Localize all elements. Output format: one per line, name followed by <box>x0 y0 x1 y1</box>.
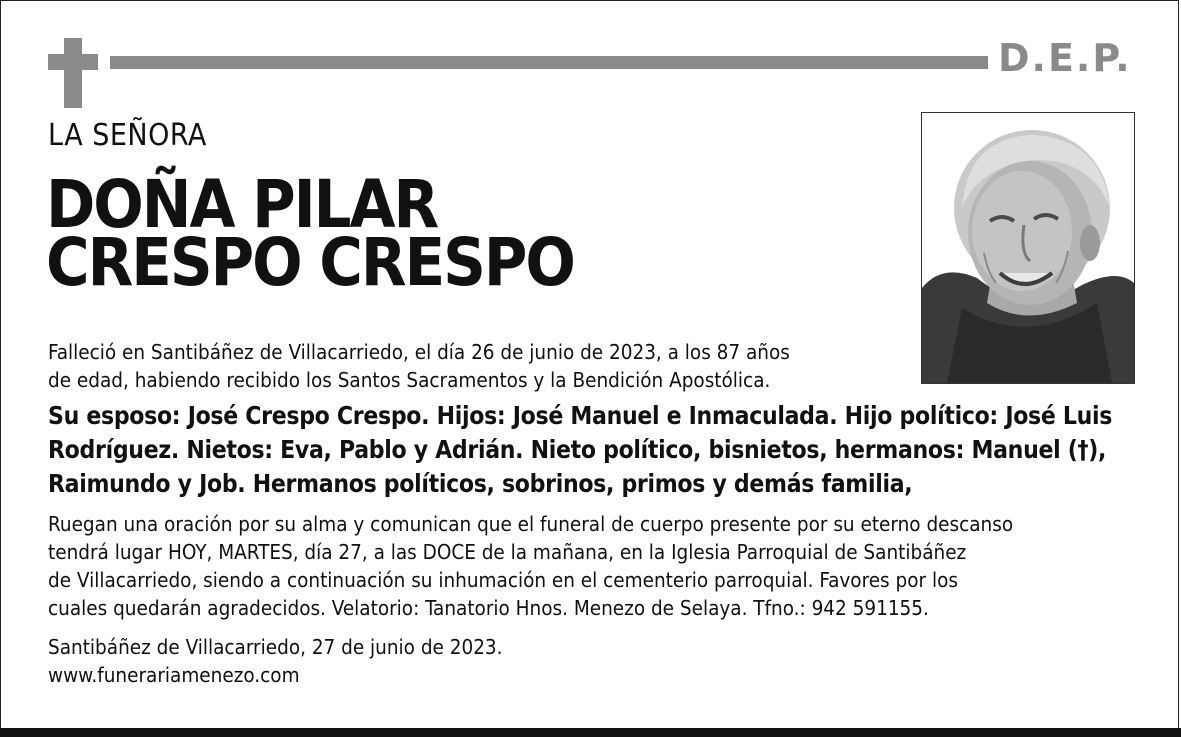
funeral-line: Ruegan una oración por su alma y comunican que el funeral de cuerpo presente por su eterno descanso <box>48 512 1014 536</box>
funeral-line: de Villacarriedo, siendo a continuación su inhumación en el cementerio parroquial. Favores por los <box>48 568 958 592</box>
portrait-photo <box>921 112 1135 384</box>
header-rule <box>110 56 988 69</box>
funeral-line: cuales quedarán agradecidos. Velatorio: Tanatorio Hnos. Menezo de Selaya. Tfno.: 942 591155. <box>48 596 929 620</box>
dep-heading: D.E.P. <box>998 36 1132 80</box>
honorific-prefix: LA SEÑORA <box>48 118 207 153</box>
place-date: Santibáñez de Villacarriedo, 27 de junio de 2023. <box>48 635 503 659</box>
death-line: Falleció en Santibáñez de Villacarriedo, el día 26 de junio de 2023, a los 87 años <box>48 340 790 364</box>
bottom-border <box>0 728 1181 737</box>
deceased-name-line2: CRESPO CRESPO <box>46 224 574 301</box>
family-line: Su esposo: José Crespo Crespo. Hijos: José Manuel e Inmaculada. Hijo político: José Luis <box>48 401 1113 430</box>
website-link[interactable]: www.funerariamenezo.com <box>48 663 300 687</box>
death-line: de edad, habiendo recibido los Santos Sacramentos y la Bendición Apostólica. <box>48 368 771 392</box>
closing-block <box>48 633 503 689</box>
family-list <box>48 399 1112 501</box>
family-line: Raimundo y Job. Hermanos políticos, sobrinos, primos y demás familia, <box>48 469 913 498</box>
deceased-name-line1: DOÑA PILAR <box>46 166 438 243</box>
death-announcement <box>48 338 790 394</box>
family-line: Rodríguez. Nietos: Eva, Pablo y Adrián. Nieto político, bisnietos, hermanos: Manuel (†), <box>48 435 1107 464</box>
funeral-details <box>48 510 1013 622</box>
portrait-illustration <box>922 113 1134 383</box>
funeral-line: tendrá lugar HOY, MARTES, día 27, a las DOCE de la mañana, en la Iglesia Parroquial de Santibáñez <box>48 540 967 564</box>
